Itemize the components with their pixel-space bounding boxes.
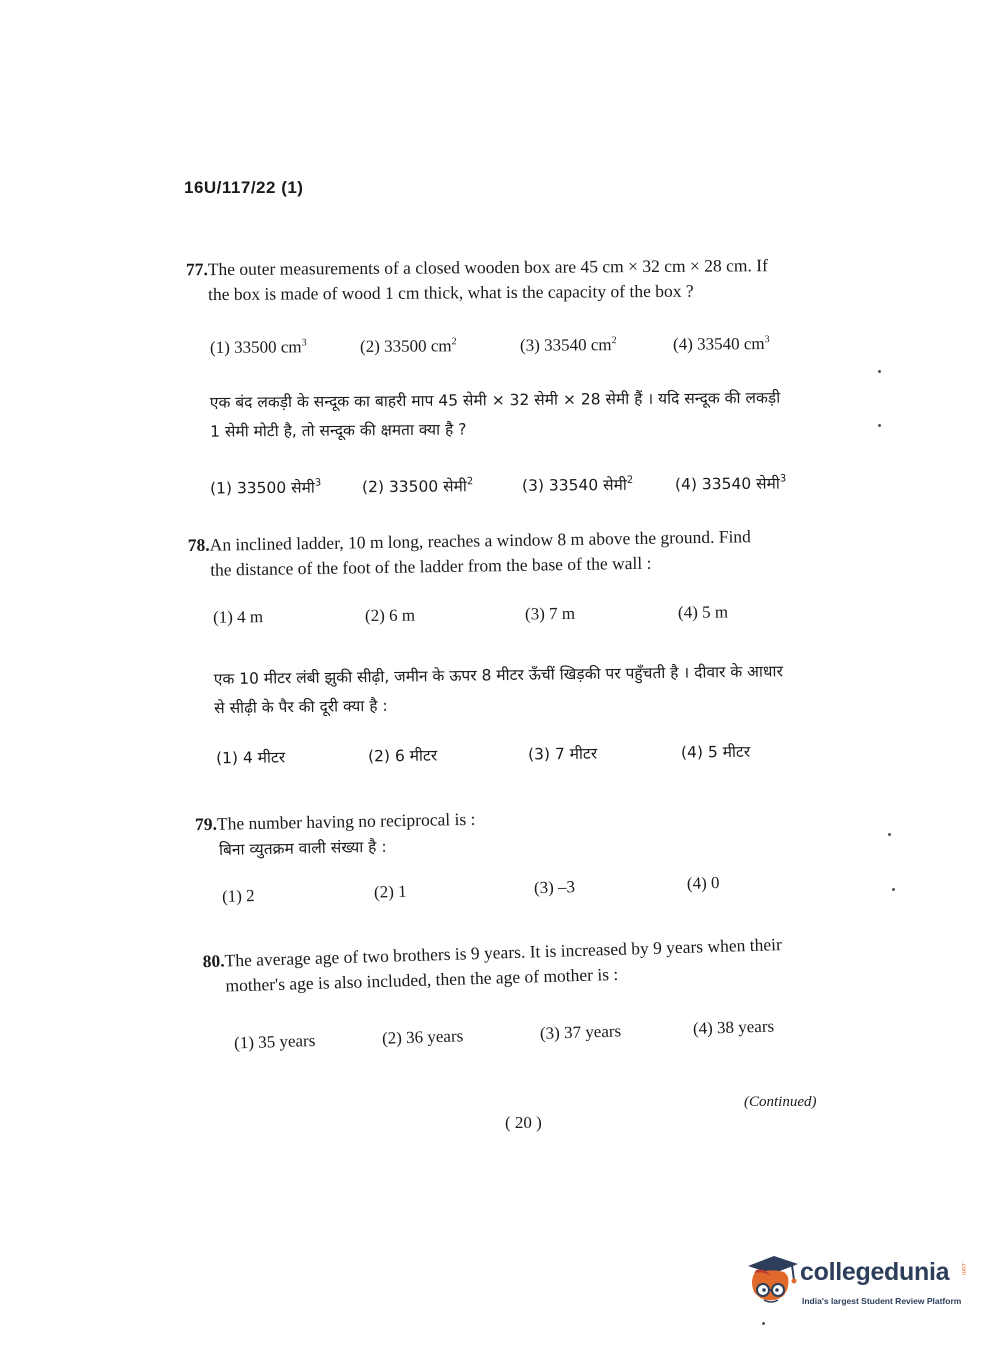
hindi-text-line1: बिना व्युतक्रम वाली संख्या है : — [218, 837, 387, 859]
option-3: (3) 7 मीटर — [527, 744, 598, 764]
question-number: 80. — [202, 950, 225, 972]
page-number: ( 20 ) — [505, 1113, 542, 1132]
option-2: (2) 36 years — [381, 1026, 464, 1048]
option-1: (1) 33500 सेमी$^3$ — [209, 477, 322, 498]
option-1: (1) 4 m — [212, 607, 264, 627]
scan-speck — [892, 888, 895, 891]
scan-speck — [878, 424, 881, 427]
logo-tagline: India's largest Student Review Platform — [802, 1296, 962, 1306]
logo-suffix: .com — [960, 1262, 966, 1276]
options-77-en — [210, 334, 770, 358]
option-3: (3) 7 m — [524, 603, 576, 624]
paper-code: 16U/117/22 (1) — [184, 178, 304, 197]
option-4: (4) 0 — [686, 873, 720, 893]
hindi-text-line1: एक 10 मीटर लंबी झुकी सीढ़ी, जमीन के ऊपर 8 मीटर ऊँचीं खिड़की पर पहुँचती है । दीवार के आधार — [213, 662, 783, 689]
logo-wordmark: collegedunia — [800, 1258, 950, 1286]
options-80 — [234, 1017, 775, 1054]
option-2: (2) 33500 सेमी$^2$ — [361, 476, 474, 497]
question-text-line1: The number having no reciprocal is : — [216, 808, 476, 834]
question-number: 78. — [187, 534, 210, 556]
question-78-hindi — [214, 657, 815, 723]
option-4: (4) 38 years — [692, 1016, 775, 1039]
option-3: (3) –3 — [533, 877, 576, 898]
option-1: (1) 35 years — [233, 1030, 316, 1053]
option-4: (4) 5 m — [677, 602, 729, 622]
scan-speck — [878, 370, 881, 373]
question-text-line2: mother's age is also included, then the age of mother is : — [225, 963, 619, 996]
scan-speck — [762, 1322, 765, 1325]
option-3: (3) 37 years — [539, 1021, 622, 1043]
options-77-hi — [210, 471, 786, 498]
option-3: (3) 33540 सेमी$^2$ — [521, 474, 634, 495]
question-78 — [188, 523, 829, 583]
option-2: (2) 6 m — [364, 605, 416, 626]
question-text-line1: The outer measurements of a closed wooden box are 45 cm × 32 cm × 28 cm. If — [207, 255, 768, 280]
options-79 — [222, 873, 720, 907]
mascot-icon — [744, 1252, 800, 1312]
options-78-hi — [216, 740, 750, 769]
hindi-text-line2: 1 सेमी मोटी है, तो सन्दूक की क्षमता क्या है ? — [210, 420, 467, 441]
question-text-line1: The average age of two brothers is 9 years. It is increased by 9 years when their — [224, 934, 783, 971]
option-1: (1) 33500 $cm^3$ — [209, 337, 307, 357]
option-4: (4) 33540 $cm^3$ — [672, 334, 770, 354]
option-3: (3) 33540 $cm^2$ — [519, 335, 617, 355]
scan-speck — [888, 833, 891, 836]
option-2: (2) 1 — [373, 881, 407, 902]
question-80 — [202, 931, 823, 999]
question-number: 79. — [194, 813, 218, 835]
continued-note: (Continued) — [744, 1094, 817, 1110]
options-78-en — [213, 602, 728, 627]
option-1: (1) 2 — [221, 886, 255, 906]
question-text-line1: An inclined ladder, 10 m long, reaches a window 8 m above the ground. Find — [209, 526, 752, 555]
question-77-hindi — [210, 383, 830, 446]
option-2: (2) 6 मीटर — [367, 746, 438, 766]
option-1: (1) 4 मीटर — [215, 748, 286, 768]
option-4: (4) 5 मीटर — [680, 742, 751, 762]
hindi-text-line2: से सीढ़ी के पैर की दूरी क्या है : — [214, 696, 388, 718]
option-2: (2) 33500 $cm^2$ — [359, 336, 457, 356]
question-text-line2: the box is made of wood 1 cm thick, what is the capacity of the box ? — [208, 280, 694, 305]
hindi-text-line1: एक बंद लकड़ी के सन्दूक का बाहरी माप 45 सेमी × 32 सेमी × 28 सेमी हैं । यदि सन्दूक की लकड़ी — [209, 388, 781, 412]
question-text-line2: the distance of the foot of the ladder from the base of the wall : — [210, 552, 652, 580]
option-4: (4) 33540 सेमी$^3$ — [674, 473, 787, 494]
question-77 — [186, 253, 826, 307]
question-number: 77. — [185, 259, 208, 280]
collegedunia-logo — [744, 1252, 974, 1312]
